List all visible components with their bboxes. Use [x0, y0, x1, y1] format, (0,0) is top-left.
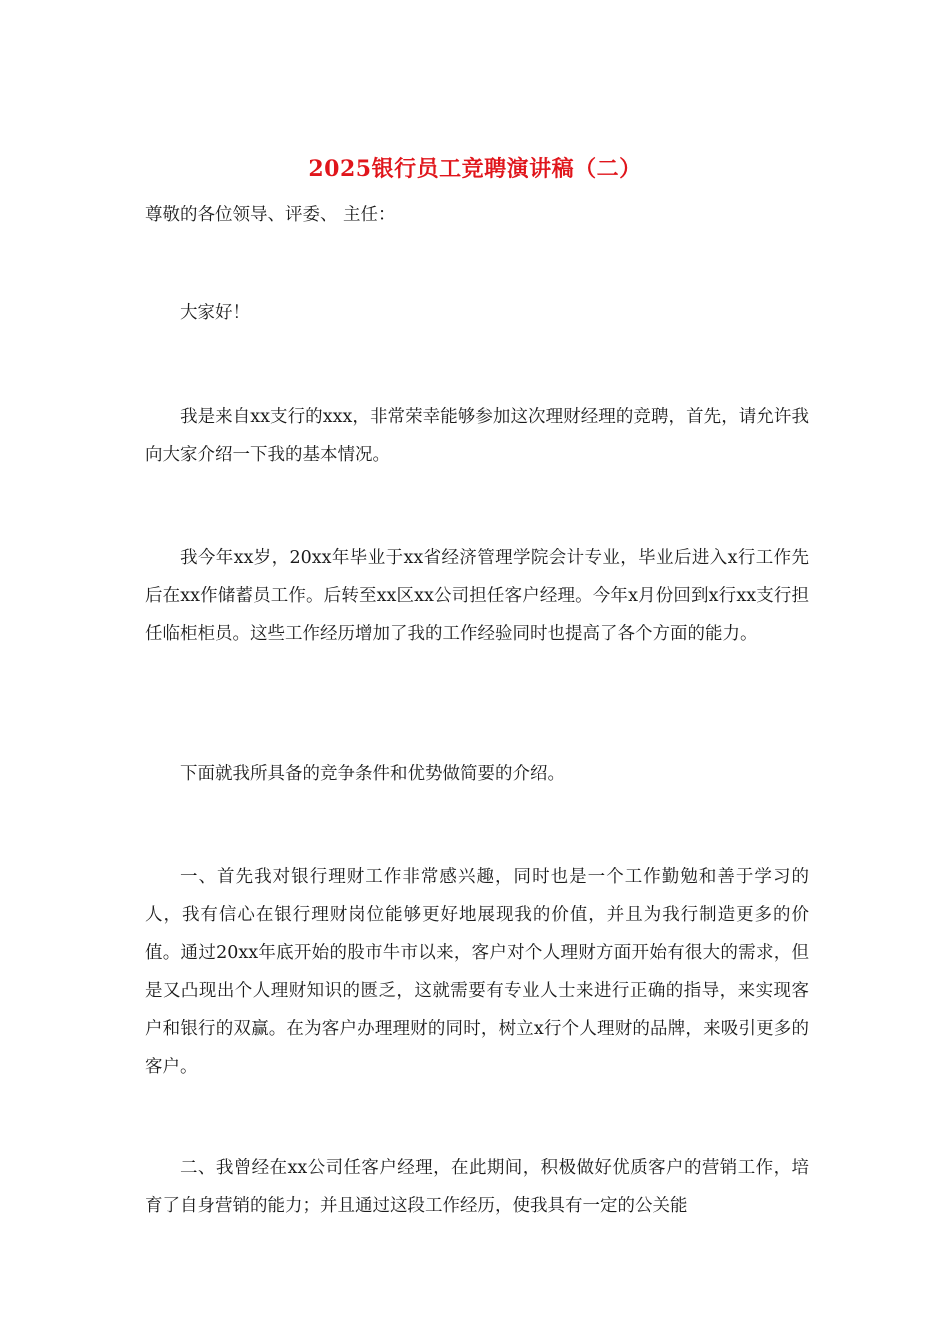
paragraph-overview: 下面就我所具备的竞争条件和优势做简要的介绍。 [180, 764, 565, 784]
paragraph-intro: 我是来自xx支行的xxx，非常荣幸能够参加这次理财经理的竞聘，首先，请允许我向大家介绍一下我的基本情况。 [145, 407, 809, 465]
paragraph-background: 我今年xx岁，20xx年毕业于xx省经济管理学院会计专业，毕业后进入x行工作先后在xx作储蓄员工作。后转至xx区xx公司担任客户经理。今年x月份回到x行xx支行担任临柜柜员。这些工作经历增加了我的工作经验同时也提高了各个方面的能力。 [145, 548, 809, 644]
document-title: 2025银行员工竞聘演讲稿（二） [308, 156, 642, 182]
paragraph-point-one: 一、首先我对银行理财工作非常感兴趣，同时也是一个工作勤勉和善于学习的人，我有信心在银行理财岗位能够更好地展现我的价值，并且为我行制造更多的价值。通过20xx年底开始的股市牛市以来，客户对个人理财方面开始有很大的需求，但是又凸现出个人理财知识的匮乏，这就需要有专业人士来进行正确的指导，来实现客户和银行的双赢。在为客户办理理财的同时，树立x行个人理财的品牌，来吸引更多的客户。 [145, 867, 809, 1077]
paragraph-greeting: 大家好！ [180, 303, 250, 323]
salutation: 尊敬的各位领导、评委、 主任： [145, 205, 396, 225]
paragraph-point-two: 二、我曾经在xx公司任客户经理，在此期间，积极做好优质客户的营销工作，培育了自身营销的能力；并且通过这段工作经历，使我具有一定的公关能 [145, 1158, 809, 1216]
